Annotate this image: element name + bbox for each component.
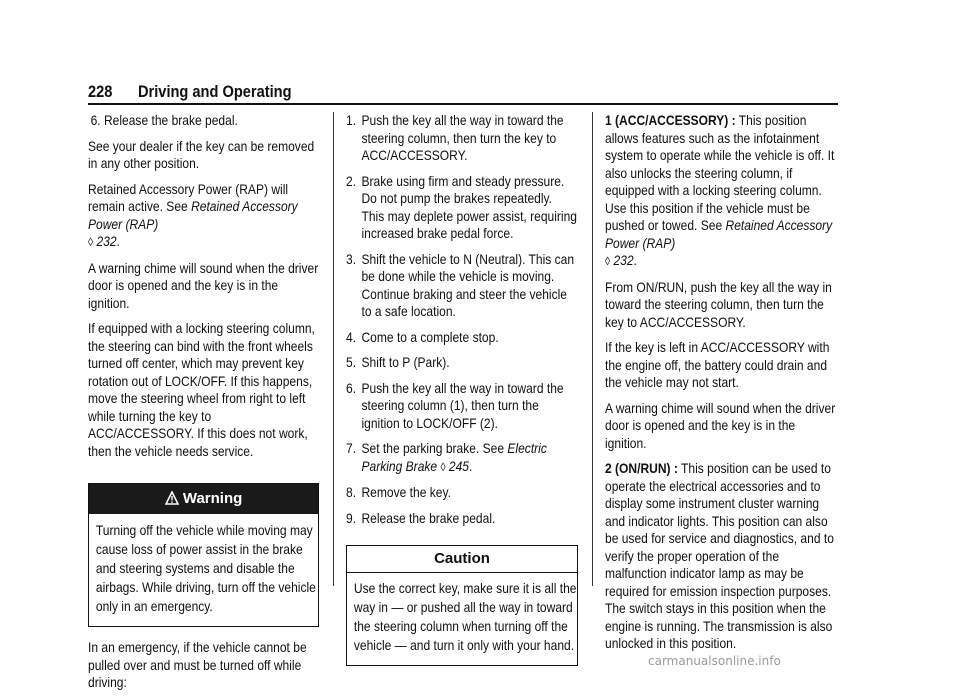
- list-item: [346, 484, 577, 502]
- parking-brake-page-ref[interactable]: 245: [448, 457, 469, 474]
- list-item: [346, 112, 577, 165]
- rap-link[interactable]: Retained Accessory Power (RAP): [88, 198, 298, 232]
- list-item: [346, 380, 577, 433]
- caution-text: Use the correct key, make sure it is all the way in — or pushed all the way in toward the steering column when turning off the vehicle — and turn it only with your hand.: [353, 580, 577, 653]
- page-reference-icon: ◊: [605, 254, 611, 268]
- step-text: 6. Release the brake pedal.: [90, 112, 238, 128]
- caution-box: [346, 545, 578, 666]
- step-text: Brake using firm and steady pressure. Do not pump the brakes repeatedly. This may deplete power assist, requiring increased brake pedal force.: [361, 172, 577, 241]
- warning-text: Turning off the vehicle while moving may cause loss of power assist in the brake and steering systems and disable the airbags. While driving, turn off the vehicle only in an emergency.: [95, 522, 316, 614]
- acc-rap-link[interactable]: Retained Accessory Power (RAP): [605, 217, 833, 251]
- page-reference-icon: ◊: [88, 235, 94, 249]
- step-text: Release the brake pedal.: [361, 509, 496, 526]
- paragraph-from-on: From ON/RUN, push the key all the way in toward the steering column, then turn the key to ACC/ACCESSORY.: [605, 278, 832, 330]
- step-text: Set the parking brake. See: [361, 440, 508, 456]
- paragraph-dealer: See your dealer if the key can be removed in any other position.: [88, 137, 315, 171]
- paragraph-key-left-in: If the key is left in ACC/ACCESSORY with the engine off, the battery could drain and the vehicle may not start.: [605, 339, 830, 390]
- page-reference-icon: ◊: [440, 459, 446, 474]
- list-item: [346, 251, 577, 321]
- step-text: Shift the vehicle to N (Neutral). This can be done while the vehicle is moving. Continue braking and steer the vehicle to a safe location.: [361, 250, 575, 319]
- step-text: Come to a complete stop.: [361, 328, 499, 345]
- paragraph-rap: Retained Accessory Power (RAP) will remain active. See Retained Accessory Power (RAP) ◊ 232.: [88, 180, 298, 249]
- step-number: 8.: [346, 484, 357, 500]
- warning-triangle-icon: [165, 490, 183, 507]
- acc-text: This position allows features such as the infotainment system to operate while the vehicle is off. It also unlocks the steering column, if equipped with a locking steering column. Use this position if the vehicle must be pushed or towed. See: [605, 112, 835, 233]
- step-number: 5.: [346, 354, 357, 370]
- list-item: [346, 510, 577, 528]
- warning-title: Warning: [182, 490, 243, 507]
- acc-label: 1 (ACC/ACCESSORY) :: [605, 112, 736, 128]
- column-left: [88, 112, 319, 700]
- parking-brake-link[interactable]: Electric Parking Brake: [361, 440, 547, 474]
- section-title: Driving and Operating: [138, 82, 292, 101]
- warning-header: [89, 484, 318, 514]
- emergency-steps-list: [346, 112, 577, 527]
- step-text: Remove the key.: [361, 484, 451, 500]
- list-item: 7. Set the parking brake. See Electric Parking Brake ◊ 245.: [346, 440, 547, 474]
- list-item: [346, 354, 577, 372]
- paragraph-chime: A warning chime will sound when the driver door is opened and the key is in the ignition.: [605, 399, 836, 451]
- caution-header: [347, 546, 577, 573]
- rap-page-ref[interactable]: 232: [96, 233, 117, 249]
- caution-title: Caution: [434, 550, 490, 567]
- paragraph-emergency: In an emergency, if the vehicle cannot be pulled over and must be turned off while driving:: [88, 639, 307, 690]
- column-right: [605, 112, 837, 661]
- step-number: 4.: [346, 328, 357, 345]
- paragraph-acc: 1 (ACC/ACCESSORY) : This position allows features such as the infotainment system to operate while the vehicle is off. It also unlocks the steering column, if equipped with a locking steering column. Use this position if the vehicle must be pushed or towed. See Retained Accessory Power (RAP) ◊ 232.: [605, 112, 835, 268]
- step-text: Push the key all the way in toward the steering column, then turn the key to ACC/ACCESSORY.: [361, 112, 564, 163]
- paragraph-on-run: [605, 460, 836, 653]
- watermark: carmanualsonline.info: [648, 654, 781, 668]
- warning-box: [88, 483, 319, 627]
- column-middle: [346, 112, 578, 666]
- list-item: [346, 173, 577, 243]
- step-text: Push the key all the way in toward the steering column (1), then turn the ignition to LOCK/OFF (2).: [361, 379, 564, 431]
- page-number: 228: [88, 82, 113, 101]
- column-divider: [333, 112, 334, 586]
- step-number: 6.: [346, 379, 357, 396]
- step-number: 1.: [346, 112, 357, 128]
- header-rule: [88, 103, 838, 105]
- on-run-text: This position can be used to operate the electrical accessories and to display some instrument cluster warning and indicator lights. This position can also be used for service and diagnostics, and to verify the proper operation of the malfunction indicator lamp as may be required for emission inspection purposes. The switch stays in this position when the engine is running. The transmission is also unlocked in this position.: [605, 460, 834, 651]
- step-6-release-brake: [88, 112, 318, 130]
- column-divider: [592, 112, 593, 586]
- on-run-label: 2 (ON/RUN) :: [605, 460, 678, 476]
- step-number: 2.: [346, 172, 357, 189]
- step-text: Shift to P (Park).: [361, 354, 450, 370]
- acc-page-ref[interactable]: 232: [613, 252, 634, 268]
- page-header: [88, 82, 838, 104]
- step-number: 3.: [346, 250, 357, 267]
- paragraph-chime: A warning chime will sound when the driver door is opened and the key is in the ignition.: [88, 259, 319, 311]
- list-item: [346, 329, 577, 347]
- step-number: 7.: [346, 440, 357, 456]
- rap-text: Retained Accessory Power (RAP) will remain active. See: [88, 180, 289, 214]
- step-number: 9.: [346, 509, 357, 526]
- paragraph-steering: If equipped with a locking steering column, the steering can bind with the front wheels turned off center, which may prevent key rotation out of LOCK/OFF. If this happens, move the steering wheel from right to left while turning the key to ACC/ACCESSORY. If this does not work, then the vehicle needs service.: [88, 320, 315, 459]
